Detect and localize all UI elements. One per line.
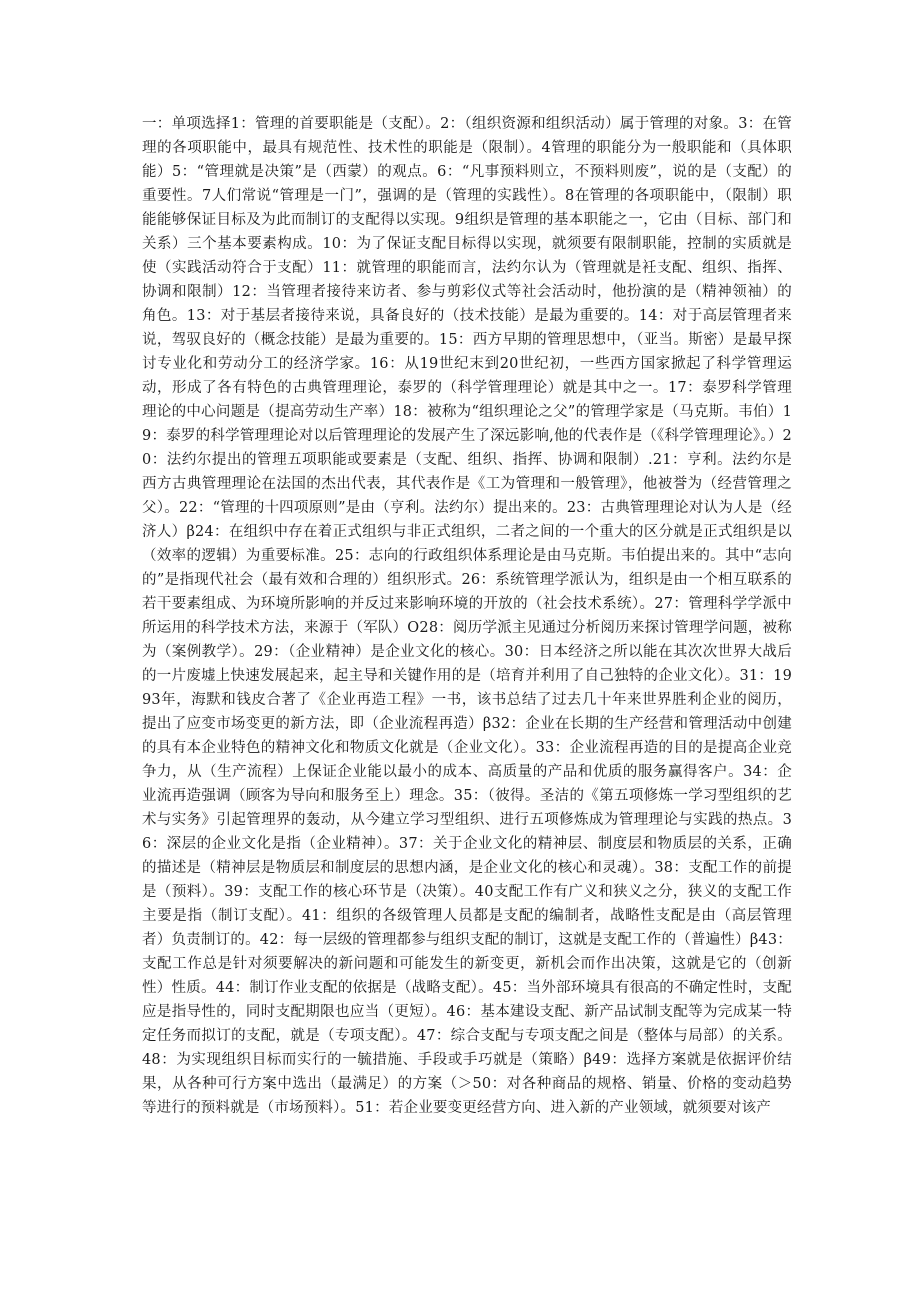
- document-body-text: 一：单项选择1：管理的首要职能是（支配）。2：（组织资源和组织活动）属于管理的对象。3：在管理的各项职能中，最具有规范性、技术性的职能是（限制）。4管理的职能分为一般职能和（具体职能）5：“管理就是决策”是（西蒙）的观点。6：“凡事预料则立，不预料则废”，说的是（支配）的重要性。7人们常说“管理是一门”，强调的是（管理的实践性）。8在管理的各项职能中，（限制）职能能够保证目标及为此而制订的支配得以实现。9组织是管理的基本职能之一，它由（目标、部门和关系）三个基本要素构成。10：为了保证支配目标得以实现，就须要有限制职能，控制的实质就是使（实践活动符合于支配）11：就管理的职能而言，法约尔认为（管理就是衽支配、组织、指挥、协调和限制）12：当管理者接待来访者、参与剪彩仪式等社会活动时，他扮演的是（精神领袖）的角色。13：对于基层者接待来说，具备良好的（技术技能）是最为重要的。14：对于高层管理者来说，驾驭良好的（概念技能）是最为重要的。15：西方早期的管理思想中，（亚当。斯密）是最早探讨专业化和劳动分工的经济学家。16：从19世纪末到20世纪初，一些西方国家掀起了科学管理运动，形成了各有特色的古典管理理论，泰罗的（科学管理理论）就是其中之一。17：泰罗科学管理理论的中心问题是（提高劳动生产率）18：被称为“组织理论之父”的管理学家是（马克斯。韦伯）19：泰罗的科学管理理论对以后管理理论的发展产生了深远影响,他的代表作是（《科学管理理论》。）20：法约尔提出的管理五项职能或要素是（支配、组织、指挥、协调和限制）.21：亨利。法约尔是西方古典管理理论在法国的杰出代表，其代表作是《工为管理和一般管理》，他被誉为（经营管理之父）。22：“管理的十四项原则”是由（亨利。法约尔）提出来的。23：古典管理理论对认为人是（经济人）β24：在组织中存在着正式组织与非正式组织，二者之间的一个重大的区分就是正式组织是以（效率的逻辑）为重要标准。25：志向的行政组织体系理论是由马克斯。韦伯提出来的。其中“志向的”是指现代社会（最有效和合理的）组织形式。26：系统管理学派认为，组织是由一个相互联系的若干要素组成、为环境所影响的并反过来影响环境的开放的（社会技术系统）。27：管理科学学派中所运用的科学技术方法，来源于（军队）O28：阅历学派主见通过分析阅历来探讨管理学问题，被称为（案例教学）。29：（企业精神）是企业文化的核心。30：日本经济之所以能在其次次世界大战后的一片废墟上快速发展起来，起主导和关键作用的是（培育并利用了自己独特的企业文化）。31：1993年，海默和钱皮合著了《企业再造工程》一书，该书总结了过去几十年来世界胜利企业的阅历，提出了应变市场变更的新方法，即（企业流程再造）β32：企业在长期的生产经营和管理活动中创建的具有本企业特色的精神文化和物质文化就是（企业文化）。33：企业流程再造的目的是提高企业竞争力，从（生产流程）上保证企业能以最小的成本、高质量的产品和优质的服务赢得客户。34：企业流再造强调（顾客为导向和服务至上）理念。35：（彼得。圣洁的《第五项修炼一学习型组织的艺术与实务》引起管理界的轰动，从今建立学习型组织、进行五项修炼成为管理理论与实践的热点。36：深层的企业文化是指（企业精神）。37：关于企业文化的精神层、制度层和物质层的关系，正确的描述是（精神层是物质层和制度层的思想内涵，是企业文化的核心和灵魂）。38：支配工作的前提是（预料）。39：支配工作的核心环节是（决策）。40支配工作有广义和狭义之分，狭义的支配工作主要是指（制订支配）。41：组织的各级管理人员都是支配的编制者，战略性支配是由（高层管理者）负责制订的。42：每一层级的管理都参与组织支配的制订，这就是支配工作的（普遍性）β43：支配工作总是针对须要解决的新问题和可能发生的新变更，新机会而作出决策，这就是它的（创新性）性质。44：制订作业支配的依据是（战略支配）。45：当外部环境具有很高的不确定性时，支配应是指导性的，同时支配期限也应当（更短）。46：基本建设支配、新产品试制支配等为完成某一特定任务而拟订的支配，就是（专项支配）。47：综合支配与专项支配之间是（整体与局部）的关系。48：为实现组织目标而实行的一毓措施、手段或手巧就是（策略）β49：选择方案就是依据评价结果，从各种可行方案中选出（最满足）的方案（＞50：对各种商品的规格、销量、价格的变动趋势等进行的预料就是（市场预料）。51：若企业要变更经营方向、进入新的产业领域，就须要对该产: [142, 116, 792, 1116]
- document-page: [142, 112, 792, 1172]
